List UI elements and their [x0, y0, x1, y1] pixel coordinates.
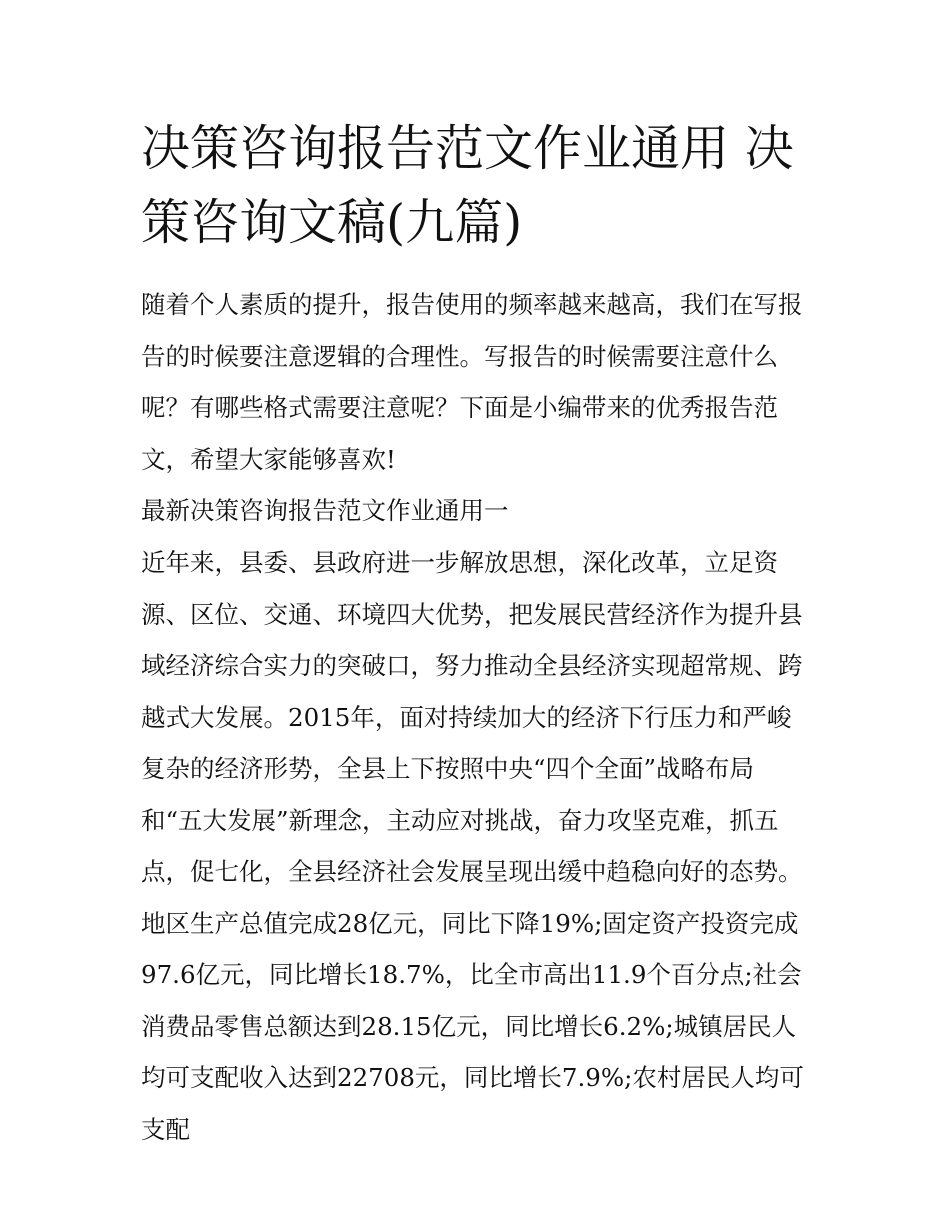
section-body-paragraph: 近年来，县委、县政府进一步解放思想，深化改革，立足资源、区位、交通、环境四大优势，把发展民营经济作为提升县域经济综合实力的突破口，努力推动全县经济实现超常规、跨越式大发展。2015年，面对持续加大的经济下行压力和严峻复杂的经济形势，全县上下按照中央“四个全面”战略布局和“五大发展”新理念，主动应对挑战，奋力攻坚克难，抓五点，促七化，全县经济社会发展呈现出缓中趋稳向好的态势。地区生产总值完成28亿元，同比下降19%;固定资产投资完成97.6亿元，同比增长18.7%，比全市高出11.9个百分点;社会消费品零售总额达到28.15亿元，同比增长6.2%;城镇居民人均可支配收入达到22708元，同比增长7.9%;农村居民人均可支配 — [141, 548, 804, 1144]
section-heading: 最新决策咨询报告范文作业通用一 — [141, 496, 509, 525]
document-title: 决策咨询报告范文作业通用 决策咨询文稿(九篇) — [141, 120, 794, 251]
intro-paragraph: 随着个人素质的提升，报告使用的频率越来越高，我们在写报告的时候要注意逻辑的合理性。写报告的时候需要注意什么呢？有哪些格式需要注意呢？下面是小编带来的优秀报告范文，希望大家能够喜欢! — [141, 290, 803, 474]
